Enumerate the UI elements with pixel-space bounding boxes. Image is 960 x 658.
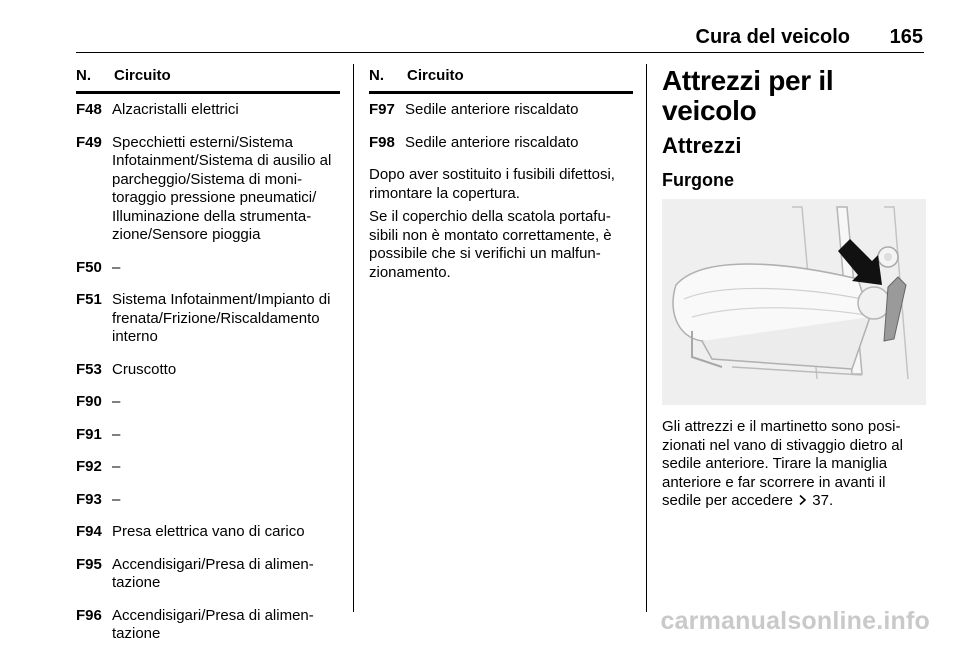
fuse-circuit: Sedile anteriore riscaldato [405,133,579,151]
fuse-code: F50 [76,258,102,276]
tools-section [662,66,928,511]
fuse-code: F97 [369,101,395,118]
fuse-code: F96 [76,606,102,624]
fuse-table-mid [369,66,633,282]
table-header [76,66,340,85]
header-rule [76,52,924,53]
table-header-rule [369,91,633,94]
page-number: 165 [889,26,923,48]
fuse-circuit: – [112,393,121,410]
fuse-row [369,134,633,153]
tools-location-text: Gli attrezzi e il martinetto sono posizionati nel vano di stivaggio dietro al sedile anteriore. Tirare la maniglia anteriore e far scorrere in avanti il sedile per accedere [662,418,903,509]
fuse-row [369,101,633,120]
fuse-row [76,361,340,380]
section-title: Attrezzi per il veicolo [662,65,834,126]
subsection-title: Attrezzi [662,133,742,158]
fuse-circuit: Sistema Infotainment/Impianto di frenata/Frizione/Riscaldamento interno [112,291,331,345]
col-header-circuit: Circuito [114,66,171,84]
fuse-code: F92 [76,458,102,475]
fuse-code: F98 [369,133,395,151]
fuse-rows [76,101,340,644]
fuse-row [76,426,340,445]
fuse-code: F91 [76,425,102,443]
paragraph-replace-cover: Dopo aver sostituito i fusibili difettosi, rimontare la copertura. [369,166,615,202]
fuse-circuit: Cruscotto [112,360,177,378]
fuse-circuit: Accendisigari/Presa di alimentazione [112,555,314,591]
fuse-code: F94 [76,523,102,540]
fuse-circuit: – [112,458,121,475]
fuse-circuit: Sedile anteriore riscaldato [405,101,579,118]
fuse-circuit: Accendisigari/Presa di alimentazione [112,606,314,642]
fuse-code: F48 [76,101,102,118]
fuse-rows [369,101,633,152]
fuse-circuit: – [112,490,121,508]
fuse-table-left [76,66,340,658]
column-divider-1 [353,64,354,612]
column-divider-2 [646,64,647,612]
fuse-circuit: – [112,258,121,276]
fuse-code: F90 [76,393,102,410]
fuse-row [76,259,340,278]
fuse-row [76,458,340,477]
header-title: Cura del veicolo [695,26,850,48]
page-reference-arrow-icon [798,494,807,506]
fuse-row [76,134,340,245]
fuse-row [76,607,340,644]
fuse-row [76,291,340,347]
table-header [369,66,633,85]
tools-location-paragraph [662,418,928,511]
fuse-code: F53 [76,360,102,378]
fuse-code: F93 [76,490,102,508]
fuse-row [76,523,340,542]
fuse-row [76,101,340,120]
col-header-n: N. [76,66,91,84]
fuse-circuit: – [112,425,121,443]
col-header-circuit: Circuito [407,66,464,84]
fuse-code: F49 [76,133,102,151]
table-header-rule [76,91,340,94]
paragraph-cover-warning: Se il coperchio della scatola portafusibili non è montato correttamente, è possibile che si verifichi un malfunzionamento. [369,208,612,281]
fuse-circuit: Presa elettrica vano di carico [112,523,305,540]
fuse-row [76,393,340,412]
fuse-code: F51 [76,291,102,308]
seat-tools-illustration [662,199,926,405]
fuse-code: F95 [76,555,102,573]
col-header-n: N. [369,66,384,84]
watermark: carmanualsonline.info [660,607,930,635]
fuse-circuit: Alzacristalli elettrici [112,101,239,118]
fuse-circuit: Specchietti esterni/Sistema Infotainment/Sistema di ausilio al parcheggio/Sistema di monitoraggio pressione pneumatici/ Illuminazione della strumentazione/Sensore pioggia [112,133,332,243]
sub-subsection-title: Furgone [662,170,734,190]
fuse-row [76,491,340,510]
fuse-row [76,556,340,593]
page-reference-number[interactable]: 37. [812,492,834,509]
